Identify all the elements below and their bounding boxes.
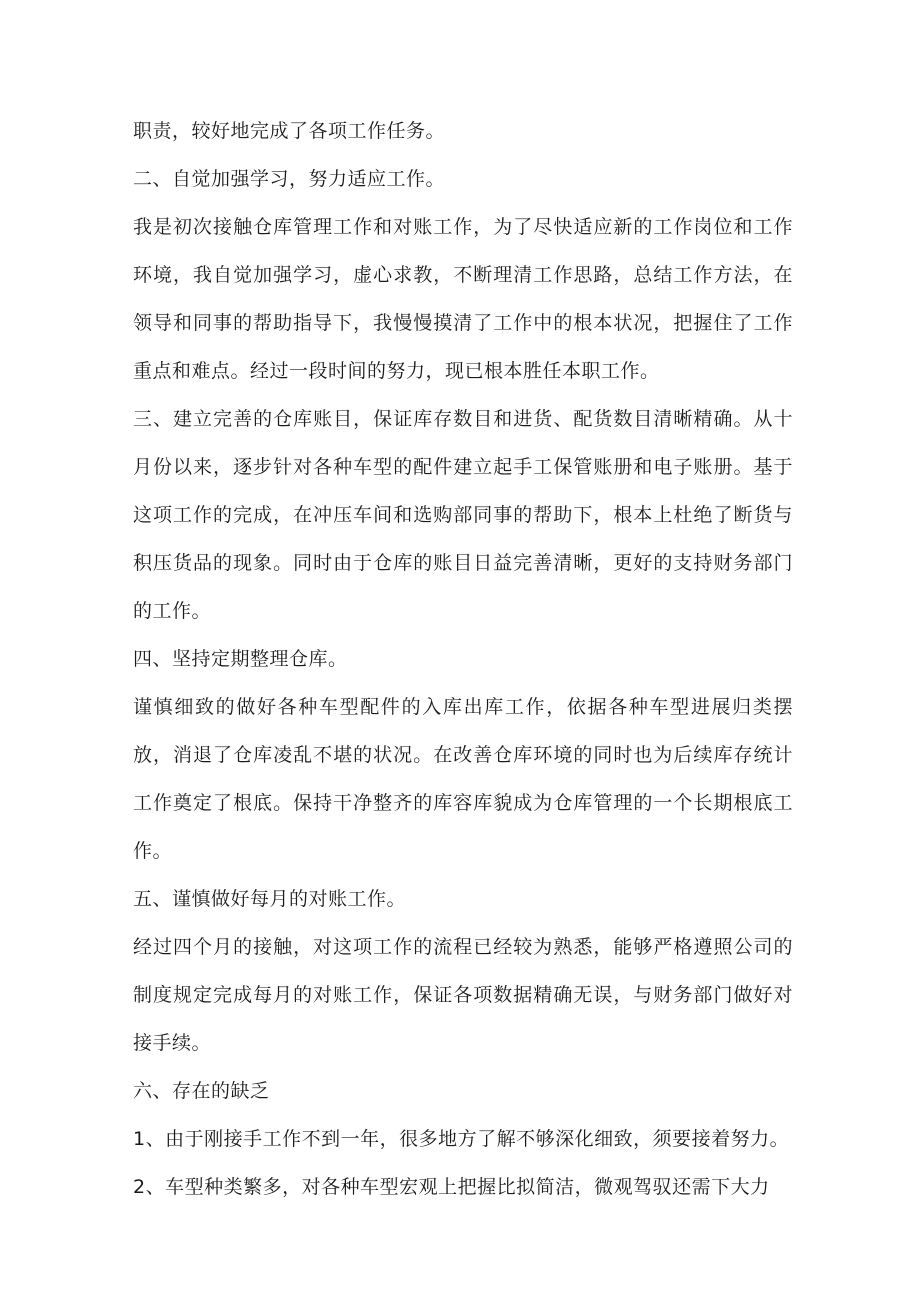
heading-section-5: 五、谨慎做好每月的对账工作。 [133, 888, 407, 910]
document-body [133, 107, 793, 1211]
heading-section-6: 六、存在的缺乏 [133, 1080, 270, 1102]
paragraph-section-2: 我是初次接触仓库管理工作和对账工作，为了尽快适应新的工作岗位和工作环境，我自觉加强学习，虚心求教，不断理清工作思路，总结工作方法，在领导和同事的帮助指导下，我慢慢摸清了工作中的根本状况，把握住了工作重点和难点。经过一段时间的努力，现已根本胜任本职工作。 [133, 216, 793, 382]
heading-section-2: 二、自觉加强学习，努力适应工作。 [133, 168, 446, 190]
paragraph-section-4: 谨慎细致的做好各种车型配件的入库出库工作，依据各种车型进展归类摆放，消退了仓库凌乱不堪的状况。在改善仓库环境的同时也为后续库存统计工作奠定了根底。保持干净整齐的库容库貌成为仓库管理的一个长期根底工作。 [133, 696, 793, 862]
paragraph-duties: 职责，较好地完成了各项工作任务。 [133, 120, 446, 142]
paragraph-section-3: 三、建立完善的仓库账目，保证库存数目和进货、配货数目清晰精确。从十月份以来，逐步针对各种车型的配件建立起手工保管账册和电子账册。基于这项工作的完成，在冲压车间和选购部同事的帮助下，根本上杜绝了断货与积压货品的现象。同时由于仓库的账目日益完善清晰，更好的支持财务部门的工作。 [133, 408, 793, 622]
heading-section-4: 四、坚持定期整理仓库。 [133, 648, 348, 670]
list-item-2: 2、车型种类繁多，对各种车型宏观上把握比拟简洁，微观驾驭还需下大力 [133, 1176, 770, 1198]
list-item-1: 1、由于刚接手工作不到一年，很多地方了解不够深化细致，须要接着努力。 [133, 1128, 790, 1150]
paragraph-section-5: 经过四个月的接触，对这项工作的流程已经较为熟悉，能够严格遵照公司的制度规定完成每月的对账工作，保证各项数据精确无误，与财务部门做好对接手续。 [133, 936, 793, 1054]
